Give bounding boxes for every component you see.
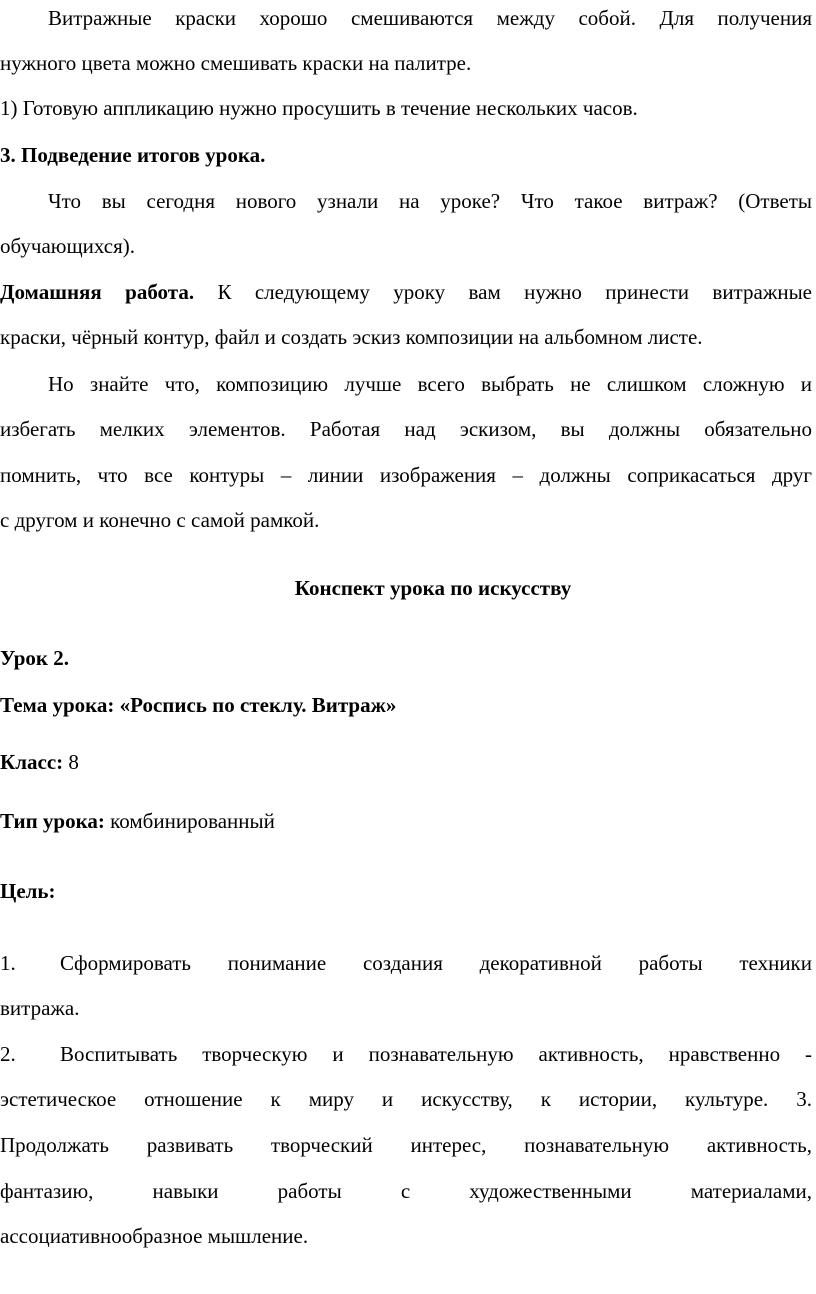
paragraph-line: Что вы сегодня нового узнали на уроке? Что такое витраж? (Ответы	[48, 189, 812, 213]
section-heading: 3. Подведение итогов урока.	[0, 143, 266, 167]
goal-text: Сформировать понимание создания декоративной работы техники	[60, 951, 812, 975]
paragraph-line: избегать мелких элементов. Работая над эскизом, вы должны обязательно	[0, 417, 812, 441]
paragraph-line: ассоциативнообразное мышление.	[0, 1224, 309, 1248]
paragraph-line: эстетическое отношение к миру и искусству, к истории, культуре. 3.	[0, 1087, 812, 1111]
paragraph-line: нужного цвета можно смешивать краски на палитре.	[0, 51, 472, 75]
goal-item-1	[0, 948, 812, 978]
homework-line	[0, 277, 812, 307]
goal-text: Воспитывать творческую и познавательную активность, нравственно -	[60, 1042, 812, 1066]
paragraph-line: Продолжать развивать творческий интерес, познавательную активность,	[0, 1133, 812, 1157]
class-label: Класс:	[0, 750, 64, 774]
step-item: 1) Готовую аппликацию нужно просушить в течение нескольких часов.	[0, 96, 638, 120]
paragraph-line: Витражные краски хорошо смешиваются между собой. Для получения	[48, 6, 812, 30]
homework-text: К следующему уроку вам нужно принести витражные	[194, 280, 812, 304]
paragraph-line: краски, чёрный контур, файл и создать эскиз композиции на альбомном листе.	[0, 325, 703, 349]
goal-item-2	[0, 1039, 812, 1069]
paragraph-line: помнить, что все контуры – линии изображения – должны соприкасаться друг	[0, 463, 812, 487]
lesson-number: Урок 2.	[0, 646, 69, 670]
goal-heading: Цель:	[0, 879, 56, 903]
goal-number: 2.	[0, 1042, 16, 1066]
goal-number: 1.	[0, 951, 16, 975]
lesson-topic: Тема урока: «Роспись по стеклу. Витраж»	[0, 693, 397, 717]
paragraph-line: с другом и конечно с самой рамкой.	[0, 508, 320, 532]
paragraph-line: фантазию, навыки работы с художественными материалами,	[0, 1179, 812, 1203]
class-value: 8	[63, 750, 79, 774]
lesson-type-line	[0, 806, 812, 836]
lesson-type-label: Тип урока:	[0, 809, 105, 833]
lesson-type-value: комбинированный	[104, 809, 275, 833]
document-title: Конспект урока по искусству	[294, 576, 572, 600]
paragraph-line: обучающихся).	[0, 234, 135, 258]
class-line	[0, 747, 812, 777]
paragraph-line: Но знайте что, композицию лучше всего выбрать не слишком сложную и	[48, 372, 812, 396]
homework-label: Домашняя работа.	[0, 280, 195, 304]
paragraph-line: витража.	[0, 996, 80, 1020]
